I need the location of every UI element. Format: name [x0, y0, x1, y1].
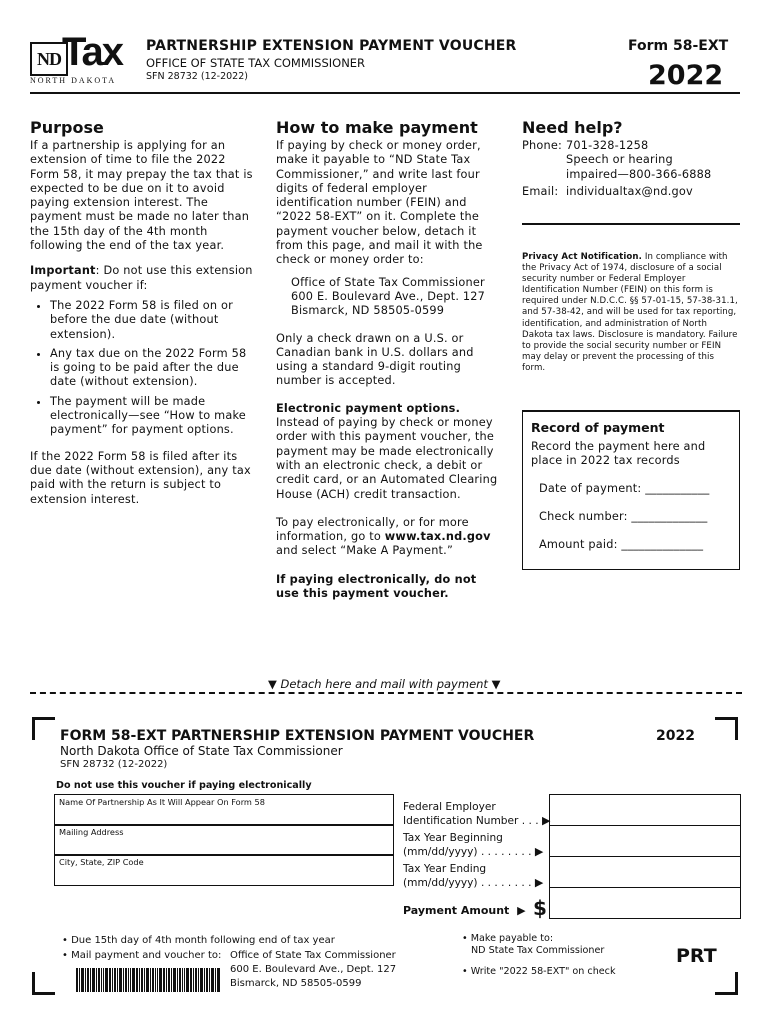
mailing-address-label: Mailing Address [59, 827, 124, 837]
crop-mark-top-left [32, 717, 55, 740]
payable-line: • Make payable to: [462, 933, 554, 944]
fein-label-line [403, 814, 550, 828]
crop-mark-bottom-left [32, 972, 55, 995]
barcode [76, 968, 220, 992]
privacy-label: Privacy Act Notification. [522, 252, 642, 262]
arrow-right-icon: ▶ [534, 845, 544, 858]
amount-paid-field[interactable]: Amount paid: ______________ [539, 538, 704, 552]
fein-label-line: Federal Employer [403, 801, 496, 813]
contact-table [522, 139, 711, 199]
payable-line: ND State Tax Commissioner [471, 945, 605, 956]
mail-address-line: Office of State Tax Commissioner [230, 950, 396, 961]
tax-year-end-label [403, 862, 543, 890]
fein-label-text: Identification Number . . . [403, 815, 539, 827]
email-label: Email: [522, 184, 559, 198]
detach-line [30, 692, 742, 694]
due-date-note: • Due 15th day of 4th month following end of tax year [62, 935, 335, 946]
partnership-name-label: Name Of Partnership As It Will Appear On Form 58 [59, 797, 265, 807]
check-requirements: Only a check drawn on a U.S. or Canadian bank in U.S. dollars and using a standard 9-digit routing number is accepted. [276, 331, 474, 388]
privacy-text: In compliance with the Privacy Act of 1974, disclosure of a social security number or Federal Employer Identification Number (FEIN) on this form is required under N.D.C.C. §§ 57-01-15, 57-38-31.1, and 57-38-42, and will be used for tax reporting, identification, and administration of North Dakota tax laws. Disclosure is mandatory. Failure to provide the social security number or FEIN may delay or prevent the processing of this form. [522, 252, 738, 373]
voucher-office: North Dakota Office of State Tax Commissioner [60, 744, 343, 758]
record-heading: Record of payment [531, 420, 665, 435]
purpose-body: If a partnership is applying for an extension of time to file the 2022 Form 58, it may prepay the tax that is expected to be due on it to avoid paying extension interest. The payment must be made no later than the 15th day of the 4th month following the end of the tax year. [30, 139, 253, 253]
important-text: : Do not use this extension payment voucher if: [30, 264, 253, 292]
email-value[interactable]: individualtax@nd.gov [566, 184, 693, 198]
form-title: PARTNERSHIP EXTENSION PAYMENT VOUCHER [146, 38, 517, 54]
logo-nd: ND [30, 42, 68, 76]
end-label-line: Tax Year Ending [403, 863, 487, 875]
city-state-zip-field[interactable] [54, 854, 394, 886]
tax-year: 2022 [648, 60, 724, 91]
arrow-right-icon: ▶ [534, 876, 544, 889]
phone-value: 701-328-1258 [566, 139, 649, 152]
mail-address-line: Bismarck, ND 58505-0599 [230, 978, 362, 989]
fein-label [403, 800, 550, 828]
header-divider [30, 92, 740, 94]
address-line: Office of State Tax Commissioner [291, 275, 485, 289]
record-top-rule [523, 410, 739, 412]
address-line: 600 E. Boulevard Ave., Dept. 127 [291, 289, 486, 303]
list-item: • Any tax due on the 2022 Form 58 is going to be paid after the due date (without extension). [50, 347, 255, 390]
how-to-pay-section [276, 118, 498, 601]
mail-address-line: 600 E. Boulevard Ave., Dept. 127 [230, 964, 397, 975]
tax-year-begin-input[interactable] [549, 825, 741, 857]
arrow-right-icon: ▶ [517, 904, 526, 917]
date-of-payment-field[interactable]: Date of payment: ___________ [539, 481, 710, 495]
partnership-name-field[interactable] [54, 794, 394, 826]
begin-label-line: Tax Year Beginning [403, 832, 503, 844]
city-state-zip-label: City, State, ZIP Code [59, 857, 144, 867]
crop-mark-top-right [715, 717, 738, 740]
office-name: OFFICE OF STATE TAX COMMISSIONER [146, 56, 366, 70]
purpose-closing: If the 2022 Form 58 is filed after its due date (without extension), any tax paid with the return is subject to extension interest. [30, 449, 251, 506]
fein-input[interactable] [549, 794, 741, 826]
info-text: and select “Make A Payment.” [276, 544, 454, 558]
electronic-warning: If paying electronically, do not use this payment voucher. [276, 572, 477, 601]
logo-subtitle: NORTH DAKOTA [30, 76, 117, 85]
logo-tax: Tax [62, 30, 122, 74]
payable-note [462, 933, 604, 957]
payment-amount-label [403, 904, 526, 917]
arrow-right-icon: ▶ [541, 814, 551, 827]
tax-year-end-input[interactable] [549, 856, 741, 888]
voucher-title: FORM 58-EXT PARTNERSHIP EXTENSION PAYMENT VOUCHER [60, 728, 535, 744]
end-label-line [403, 876, 543, 890]
important-note [30, 264, 255, 293]
form-number: Form 58-EXT [628, 38, 729, 54]
record-intro: Record the payment here and place in 2022 tax records [531, 440, 706, 468]
electronic-info [276, 516, 498, 559]
electronic-heading: Electronic payment options. [276, 401, 461, 415]
begin-label-line [403, 845, 543, 859]
speech-line: impaired—800-366-6888 [566, 167, 712, 181]
website-link[interactable]: www.tax.nd.gov [384, 530, 491, 544]
how-body: If paying by check or money order, make it payable to “ND State Tax Commissioner,” and write last four digits of federal employer identification number (FEIN) and “2022 58-EXT” on it. Complete the payment voucher below, detach it from this page, and mail it with the check or money order to: [276, 139, 483, 267]
purpose-section [30, 118, 255, 507]
mailing-address [276, 276, 498, 319]
help-divider [522, 223, 740, 225]
dollar-sign: $ [533, 896, 547, 920]
write-on-check-note: • Write "2022 58-EXT" on check [462, 966, 616, 977]
begin-label-text: (mm/dd/yyyy) . . . . . . . . [403, 846, 532, 858]
help-section [522, 118, 740, 199]
address-line: Bismarck, ND 58505-0599 [291, 304, 445, 318]
mail-to-address [230, 949, 396, 991]
phone-label: Phone: [522, 139, 562, 152]
voucher-sfn: SFN 28732 (12-2022) [60, 759, 168, 770]
sfn-number: SFN 28732 (12-2022) [146, 71, 248, 82]
privacy-notice [522, 252, 740, 374]
record-content [531, 420, 735, 552]
check-number-field[interactable]: Check number: _____________ [539, 509, 708, 523]
detach-instruction: ▼ Detach here and mail with payment ▼ [268, 677, 501, 691]
speech-line: Speech or hearing [566, 153, 673, 167]
voucher-warning: Do not use this voucher if paying electronically [56, 780, 312, 791]
help-heading: Need help? [522, 118, 623, 137]
end-label-text: (mm/dd/yyyy) . . . . . . . . [403, 877, 532, 889]
list-item: • The payment will be made electronically—see “How to make payment” for payment options. [50, 395, 255, 438]
phone-number [566, 139, 711, 182]
important-label: Important [30, 264, 96, 278]
list-item: • The 2022 Form 58 is filed on or before the due date (without extension). [50, 299, 255, 342]
prt-label: PRT [676, 945, 717, 967]
mailing-address-field[interactable] [54, 824, 394, 856]
electronic-body: Instead of paying by check or money order with this payment voucher, the payment may be made electronically with an electronic check, a debit or credit card, or an Automated Clearing House (ACH) credit transaction. [276, 416, 498, 501]
payment-amount-text: Payment Amount [403, 904, 510, 917]
mail-to-label: • Mail payment and voucher to: [62, 950, 222, 961]
crop-mark-bottom-right [715, 972, 738, 995]
payment-amount-input[interactable] [549, 887, 741, 919]
important-list [30, 299, 255, 438]
tax-year-begin-label [403, 831, 543, 859]
purpose-heading: Purpose [30, 118, 104, 137]
how-heading: How to make payment [276, 118, 478, 137]
voucher-year: 2022 [656, 728, 695, 744]
info-text: To pay electronically, or for more information, go to [276, 515, 469, 544]
